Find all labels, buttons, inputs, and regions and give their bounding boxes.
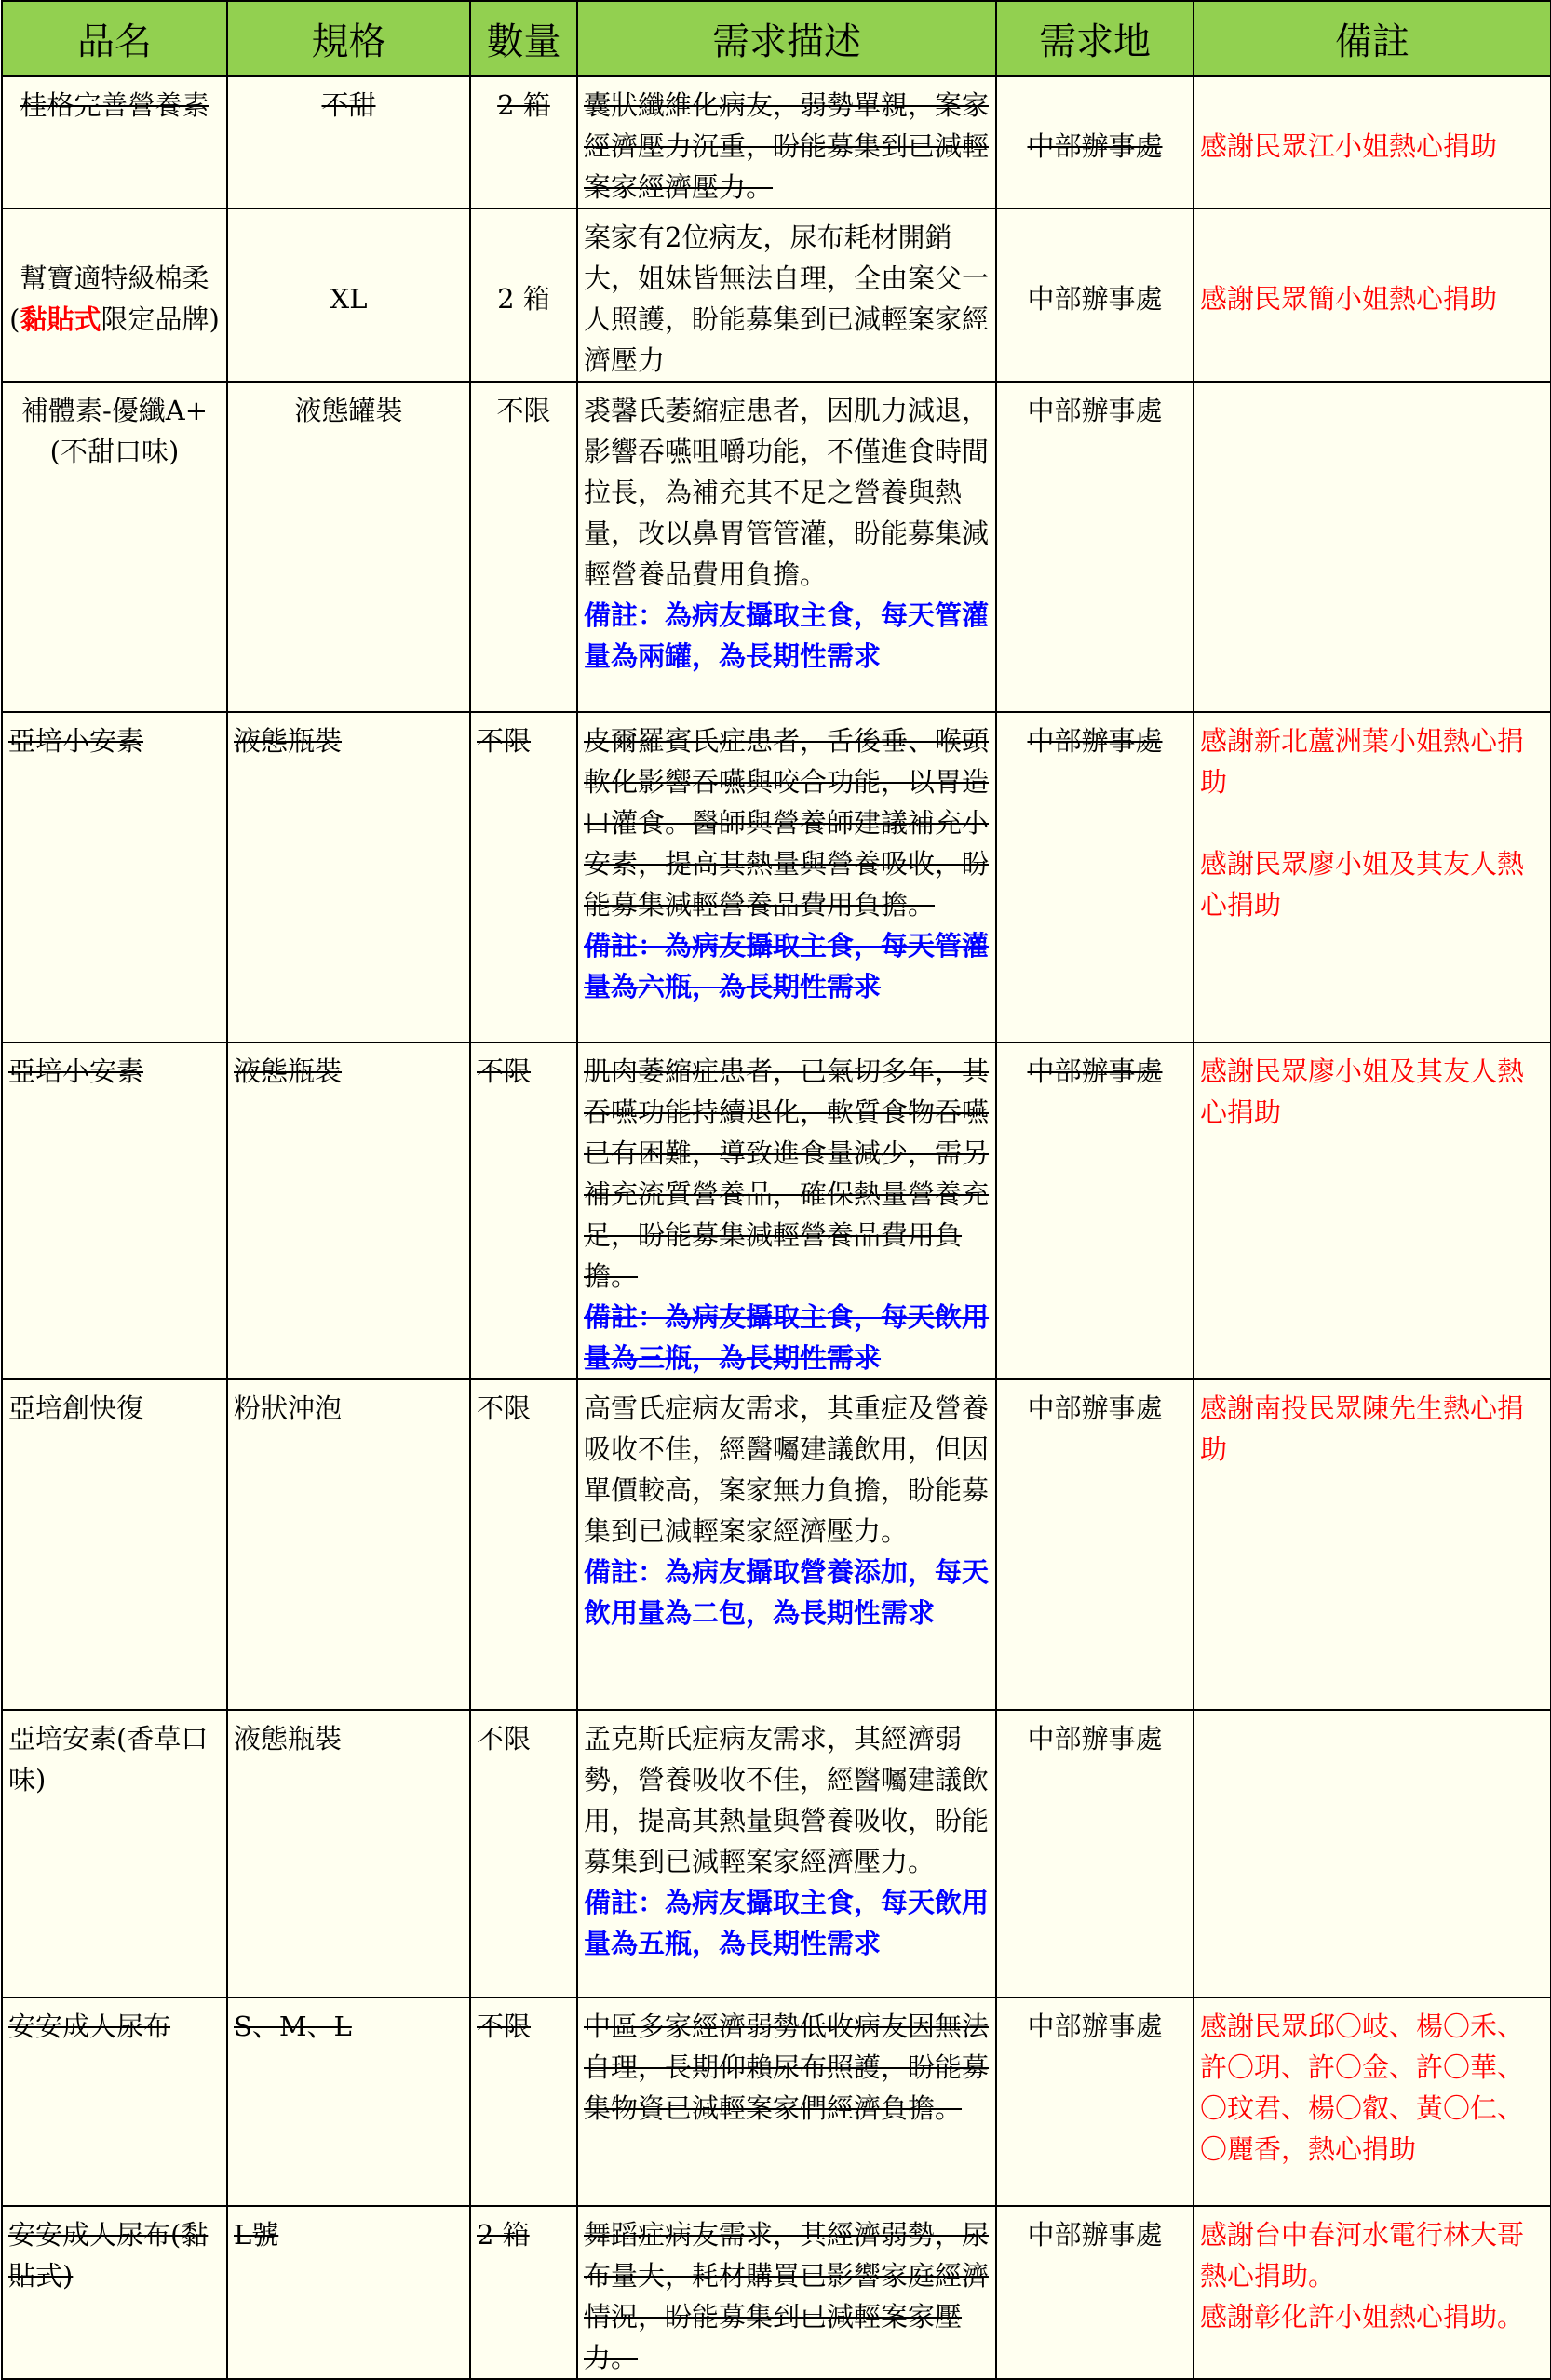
item-qty: 不限	[470, 1710, 577, 1997]
desc-text: 肌肉萎縮症患者，已氣切多年，其吞嚥功能持續退化，軟質食物吞嚥已有困難，導致進食量減少，需另補充流質營養品，確保熱量營養充足，盼能募集減輕營養品費用負擔。	[584, 1056, 990, 1292]
item-desc	[577, 1042, 996, 1379]
name-highlight: 黏貼式	[20, 303, 101, 335]
item-desc: 中區多家經濟弱勢低收病友因無法自理，長期仰賴尿布照護，盼能募集物資已減輕案家們經濟負擔。	[577, 1997, 996, 2206]
desc-note: 備註：為病友攝取主食，每天飲用量為五瓶，為長期性需求	[584, 1887, 990, 1959]
item-remarks	[1194, 712, 1551, 1042]
item-name: 安安成人尿布(黏貼式)	[2, 2206, 227, 2379]
header-remarks: 備註	[1194, 1, 1551, 76]
remark-text: 感謝民眾江小姐熱心捐助	[1200, 130, 1498, 162]
item-name: 亞培小安素	[2, 1042, 227, 1379]
item-name: 補體素-優纖A+(不甜口味)	[2, 382, 227, 712]
item-remarks	[1194, 1997, 1551, 2206]
table-row	[2, 1379, 1551, 1710]
item-location: 中部辦事處	[996, 712, 1194, 1042]
item-remarks	[1194, 1379, 1551, 1710]
item-desc: 案家有2位病友，尿布耗材開銷大，姐妹皆無法自理，全由案父一人照護，盼能募集到已減輕案家經濟壓力	[577, 208, 996, 382]
table-row	[2, 76, 1551, 208]
remark-text: 感謝台中春河水電行林大哥熱心捐助。	[1200, 2219, 1525, 2292]
remark-text: 感謝民眾廖小姐及其友人熱心捐助	[1200, 848, 1525, 921]
item-remarks	[1194, 76, 1551, 208]
item-qty: 不限	[470, 1379, 577, 1710]
item-name: 亞培安素(香草口味)	[2, 1710, 227, 1997]
item-qty: 2 箱	[470, 76, 577, 208]
item-location: 中部辦事處	[996, 1997, 1194, 2206]
desc-note: 備註：為病友攝取主食，每天飲用量為三瓶，為長期性需求	[584, 1301, 990, 1374]
item-desc	[577, 382, 996, 712]
item-spec: 不甜	[227, 76, 470, 208]
remark-text: 感謝南投民眾陳先生熱心捐助	[1200, 1392, 1525, 1465]
item-qty: 不限	[470, 382, 577, 712]
header-spec: 規格	[227, 1, 470, 76]
header-desc: 需求描述	[577, 1, 996, 76]
header-location: 需求地	[996, 1, 1194, 76]
item-name: 桂格完善營養素	[2, 76, 227, 208]
item-remarks	[1194, 2206, 1551, 2379]
table-row	[2, 382, 1551, 712]
remark-text: 感謝民眾邱〇岐、楊〇禾、許〇玥、許〇金、許〇華、〇玟君、楊〇叡、黃〇仁、〇麗香，熱心捐助	[1200, 2010, 1525, 2165]
table-row	[2, 712, 1551, 1042]
donation-needs-table	[1, 0, 1551, 2380]
item-location: 中部辦事處	[996, 1710, 1194, 1997]
header-qty: 數量	[470, 1, 577, 76]
item-remarks	[1194, 1042, 1551, 1379]
table-row	[2, 1997, 1551, 2206]
item-name: 亞培小安素	[2, 712, 227, 1042]
item-qty: 不限	[470, 1997, 577, 2206]
item-name: 亞培創快復	[2, 1379, 227, 1710]
item-spec: XL	[227, 208, 470, 382]
item-location: 中部辦事處	[996, 208, 1194, 382]
desc-text: 皮爾羅賓氏症患者，舌後垂、喉頭軟化影響吞嚥與咬合功能，以胃造口灌食。醫師與營養師建議補充小安素，提高其熱量與營養吸收，盼能募集減輕營養品費用負擔。	[584, 725, 990, 921]
item-spec: 粉狀沖泡	[227, 1379, 470, 1710]
desc-note: 備註：為病友攝取營養添加，每天飲用量為二包，為長期性需求	[584, 1556, 990, 1629]
header-row	[2, 1, 1551, 76]
item-spec: 液態瓶裝	[227, 1042, 470, 1379]
item-desc: 囊狀纖維化病友，弱勢單親，案家經濟壓力沉重，盼能募集到已減輕案家經濟壓力。	[577, 76, 996, 208]
item-desc	[577, 1710, 996, 1997]
remark-text: 感謝彰化許小姐熱心捐助。	[1200, 2301, 1525, 2333]
item-location: 中部辦事處	[996, 1042, 1194, 1379]
desc-note: 備註：為病友攝取主食，每天管灌量為兩罐，為長期性需求	[584, 599, 990, 672]
item-spec: 液態瓶裝	[227, 1710, 470, 1997]
item-remarks	[1194, 382, 1551, 712]
name-prefix: 幫寶適特級棉柔(	[9, 262, 209, 335]
remark-text: 感謝新北蘆洲葉小姐熱心捐助	[1200, 725, 1525, 798]
name-suffix: 限定品牌)	[101, 303, 220, 335]
item-qty: 不限	[470, 1042, 577, 1379]
item-spec: 液態瓶裝	[227, 712, 470, 1042]
table-row	[2, 2206, 1551, 2379]
item-qty: 2 箱	[470, 2206, 577, 2379]
table-row	[2, 1042, 1551, 1379]
table-row	[2, 1710, 1551, 1997]
desc-note: 備註：為病友攝取主食，每天管灌量為六瓶，為長期性需求	[584, 930, 990, 1002]
item-spec: 液態罐裝	[227, 382, 470, 712]
desc-text: 高雪氏症病友需求，其重症及營養吸收不佳，經醫囑建議飲用，但因單價較高，案家無力負擔，盼能募集到已減輕案家經濟壓力。	[584, 1392, 990, 1547]
item-location: 中部辦事處	[996, 76, 1194, 208]
item-name	[2, 208, 227, 382]
remark-text: 感謝民眾簡小姐熱心捐助	[1200, 283, 1498, 315]
item-desc: 舞蹈症病友需求，其經濟弱勢，尿布量大，耗材購買已影響家庭經濟情況，盼能募集到已減輕案家壓力。	[577, 2206, 996, 2379]
item-remarks	[1194, 208, 1551, 382]
item-desc	[577, 712, 996, 1042]
table-row	[2, 208, 1551, 382]
desc-text: 孟克斯氏症病友需求，其經濟弱勢，營養吸收不佳，經醫囑建議飲用，提高其熱量與營養吸收，盼能募集到已減輕案家經濟壓力。	[584, 1723, 990, 1877]
item-qty: 不限	[470, 712, 577, 1042]
item-qty: 2 箱	[470, 208, 577, 382]
item-spec: L號	[227, 2206, 470, 2379]
header-name: 品名	[2, 1, 227, 76]
item-spec: S、M、L	[227, 1997, 470, 2206]
item-location: 中部辦事處	[996, 1379, 1194, 1710]
item-location: 中部辦事處	[996, 2206, 1194, 2379]
item-desc	[577, 1379, 996, 1710]
remark-text: 感謝民眾廖小姐及其友人熱心捐助	[1200, 1056, 1525, 1128]
desc-text: 裘馨氏萎縮症患者，因肌力減退，影響吞嚥咀嚼功能，不僅進食時間拉長，為補充其不足之營養與熱量，改以鼻胃管管灌，盼能募集減輕營養品費用負擔。	[584, 395, 990, 590]
item-name: 安安成人尿布	[2, 1997, 227, 2206]
item-location: 中部辦事處	[996, 382, 1194, 712]
item-remarks	[1194, 1710, 1551, 1997]
